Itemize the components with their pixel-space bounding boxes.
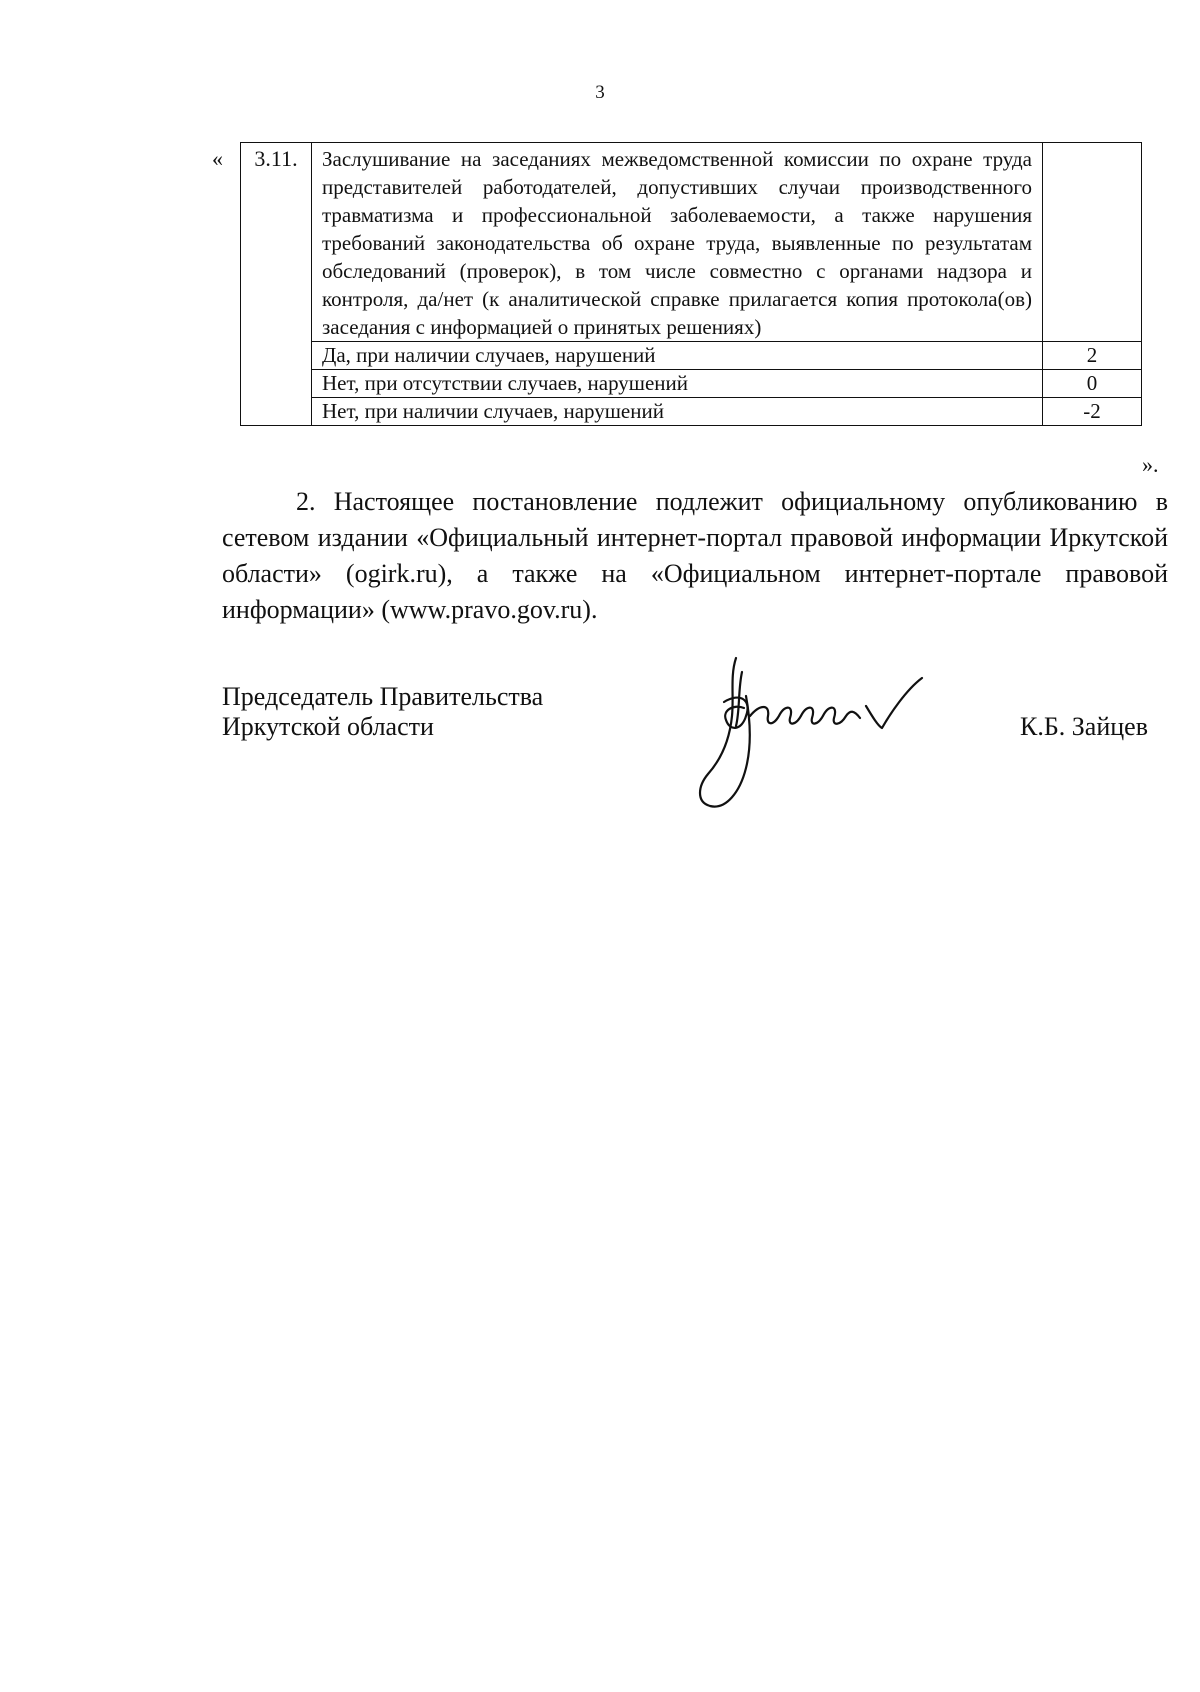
signature-stroke bbox=[700, 658, 750, 807]
option-label: Нет, при наличии случаев, нарушений bbox=[312, 398, 1043, 426]
signatory-title-line: Председатель Правительства bbox=[222, 682, 544, 711]
signature-stroke bbox=[866, 678, 922, 728]
option-label: Да, при наличии случаев, нарушений bbox=[312, 342, 1043, 370]
criteria-table bbox=[240, 142, 1142, 426]
item-description: Заслушивание на заседаниях межведомственной комиссии по охране труда представителей работодателей, допустивших случаи производственного травматизма и профессиональной заболеваемости, а также нарушения требований законодательства об охране труда, выявленные по результатам обследований (проверок), в том числе совместно с органами надзора и контроля, да/нет (к аналитической справке прилагается копия протокола(ов) заседания с информацией о принятых решениях) bbox=[312, 143, 1043, 342]
option-row bbox=[241, 370, 1142, 398]
publication-paragraph: 2. Настоящее постановление подлежит официальному опубликованию в сетевом издании «Официальный интернет-портал правовой информации Иркутской области» (ogirk.ru), а также на «Официальном интернет-портале правовой информации» (www.pravo.gov.ru). bbox=[222, 487, 1168, 624]
page-number: 3 bbox=[595, 82, 605, 103]
option-label: Нет, при отсутствии случаев, нарушений bbox=[312, 370, 1043, 398]
closing-quote-mark: ». bbox=[1142, 452, 1159, 477]
criteria-row-main bbox=[241, 143, 1142, 342]
option-row bbox=[241, 398, 1142, 426]
option-score: 2 bbox=[1043, 342, 1142, 370]
signature-stroke bbox=[750, 707, 860, 724]
signatory-title bbox=[222, 682, 543, 742]
option-score: 0 bbox=[1043, 370, 1142, 398]
signatory-name: К.Б. Зайцев bbox=[1020, 712, 1148, 741]
option-score: -2 bbox=[1043, 398, 1142, 426]
signatory-title-line: Иркутской области bbox=[222, 712, 434, 741]
item-number: 3.11. bbox=[241, 143, 312, 426]
opening-quote-mark: « bbox=[212, 146, 223, 171]
option-row bbox=[241, 342, 1142, 370]
item-score-empty-cell bbox=[1043, 143, 1142, 342]
handwritten-signature bbox=[690, 656, 950, 816]
